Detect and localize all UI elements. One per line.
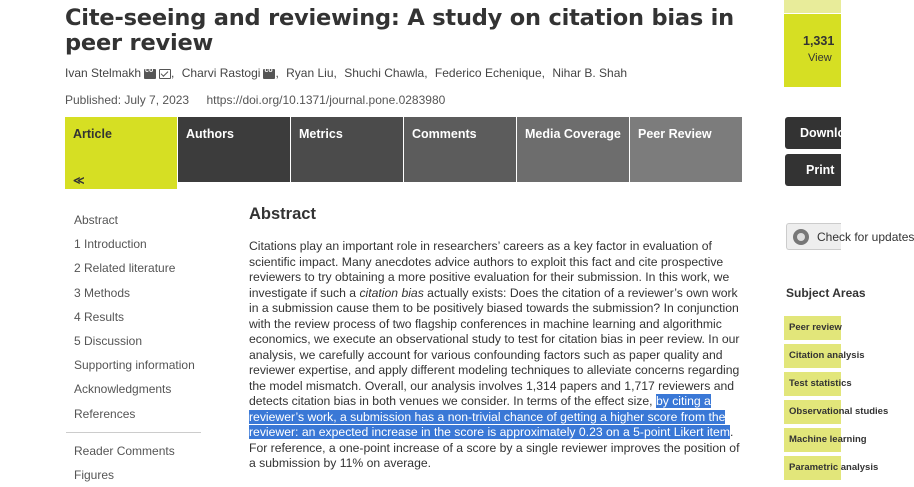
orcid-icon[interactable] xyxy=(263,69,275,79)
tab-article[interactable] xyxy=(65,117,178,189)
toc-link[interactable]: 2 Related literature xyxy=(74,261,176,276)
tab-authors[interactable] xyxy=(178,117,291,182)
abstract-heading: Abstract xyxy=(249,205,316,223)
tab-peer-review[interactable] xyxy=(630,117,743,182)
abstract-text-part: . For reference, a one-point increase of a score by a single reviewer improves the position of a submission by 11% on average. xyxy=(249,425,740,470)
toc-divider xyxy=(66,432,201,433)
subject-areas-heading: Subject Areas xyxy=(786,286,866,300)
toc-link[interactable]: 3 Methods xyxy=(74,285,131,300)
print-button[interactable]: Print xyxy=(785,154,841,186)
publication-info xyxy=(65,93,445,107)
author-item[interactable]: Federico Echenique , xyxy=(434,66,545,80)
tab-metrics[interactable] xyxy=(291,117,404,182)
author-name[interactable]: Ryan Liu xyxy=(286,66,334,80)
views-metric[interactable] xyxy=(784,14,841,87)
tab-comments[interactable] xyxy=(404,117,517,182)
check-for-updates-button[interactable] xyxy=(786,223,914,250)
check-updates-icon xyxy=(793,229,809,245)
toc-link[interactable]: Reader Comments xyxy=(74,443,175,458)
abstract-emphasis: citation bias xyxy=(359,285,424,300)
author-item[interactable]: Ivan Stelmakh co , xyxy=(65,66,178,80)
toc-link[interactable]: 5 Discussion xyxy=(74,334,143,349)
toc-link[interactable]: References xyxy=(74,406,136,421)
author-list xyxy=(65,66,627,80)
author-item[interactable] xyxy=(552,66,627,80)
abstract-text xyxy=(249,239,746,472)
download-button[interactable]: Download xyxy=(785,117,841,149)
author-name[interactable]: Charvi Rastogi xyxy=(181,66,261,80)
tab-label: Metrics xyxy=(299,127,343,141)
article-title: Cite-seeing and reviewing: A study on citation bias in peer review xyxy=(65,5,735,56)
author-item[interactable]: Shuchi Chawla , xyxy=(344,66,428,80)
tab-label: Article xyxy=(73,127,112,141)
published-date: Published: July 7, 2023 xyxy=(65,93,190,107)
table-of-contents xyxy=(74,208,214,487)
subject-tag[interactable]: Test statistics xyxy=(784,372,841,396)
subject-tag[interactable]: Machine learning xyxy=(784,428,841,452)
abstract-text-part: actually exists: Does the citation of a reviewer’s own work in a submission cause them to be positively biased towards the submission? In conjunction with the review process of two flagship conferences in machine learning and algorithmic economics, we execute an observational study to test for citation bias in peer review. In our analysis, we carefully account for various confounding factors such as paper quality and reviewer expertise, and apply different modeling techniques to alleviate concerns regarding the model mismatch. Overall, our analysis involves 1,314 papers and 1,717 reviewers and detects citation bias in both venues we consider. In terms of the effect size, xyxy=(249,285,740,408)
toc-link[interactable]: Abstract xyxy=(74,213,119,227)
doi-link[interactable]: https://doi.org/10.1371/journal.pone.0283980 xyxy=(206,93,446,107)
toc-link[interactable]: 1 Introduction xyxy=(74,237,147,252)
check-updates-label: Check for updates xyxy=(817,230,914,244)
subject-tag[interactable]: Peer review xyxy=(784,316,841,340)
mail-icon[interactable] xyxy=(159,69,171,79)
author-item[interactable]: Charvi Rastogi co , xyxy=(182,66,283,80)
toc-link[interactable]: 4 Results xyxy=(74,309,125,324)
metric-box-top xyxy=(784,0,841,13)
subject-tag[interactable]: Citation analysis xyxy=(784,344,841,368)
orcid-icon[interactable] xyxy=(144,69,156,79)
subject-tag[interactable]: Parametric analysis xyxy=(784,456,841,480)
tab-label: Media Coverage xyxy=(525,127,621,141)
author-item[interactable]: Ryan Liu , xyxy=(286,66,337,80)
article-tabs xyxy=(65,117,743,187)
tab-label: Comments xyxy=(412,127,477,141)
author-name[interactable]: Federico Echenique xyxy=(434,66,542,80)
author-name[interactable]: Nihar B. Shah xyxy=(552,66,628,80)
tab-media-coverage[interactable] xyxy=(517,117,630,182)
toc-link[interactable]: Supporting information xyxy=(74,358,195,373)
author-name[interactable]: Ivan Stelmakh xyxy=(65,66,142,80)
selected-text[interactable]: by citing a reviewer’s work, a submission has a non-trivial chance of getting a higher score from the reviewer: an expected increase in the score is approximately 0.23 on a 5-point Likert item xyxy=(249,394,730,439)
views-label: View xyxy=(808,52,832,64)
tab-label: Authors xyxy=(186,127,234,141)
toc-link[interactable]: Acknowledgments xyxy=(74,382,172,397)
views-count: 1,331 xyxy=(803,34,835,48)
subject-list xyxy=(784,316,889,484)
double-chevron-down-icon: ≪ xyxy=(73,175,85,187)
subject-tag[interactable]: Observational studies xyxy=(784,400,841,424)
tab-label: Peer Review xyxy=(638,127,712,141)
toc-link[interactable]: Figures xyxy=(74,468,115,483)
author-name[interactable]: Shuchi Chawla xyxy=(344,66,425,80)
abstract-text-part: Citations play an important role in researchers’ careers as a key factor in evaluation of scientific impact. Many anecdotes advice authors to exploit this fact and cite prospective reviewers to try obtaining a more positive evaluation for their submission. In this work, we investigate if such a xyxy=(249,239,730,300)
